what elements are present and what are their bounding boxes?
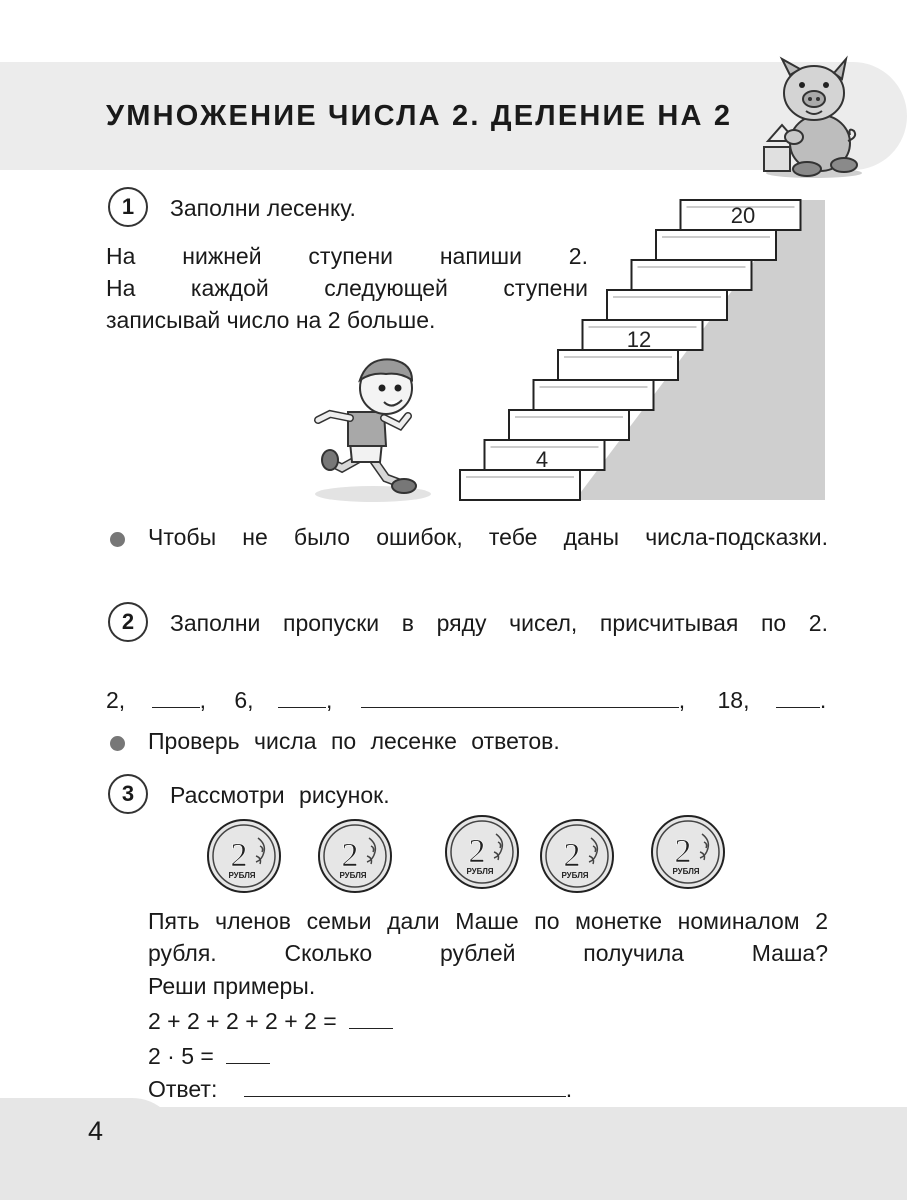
example-1-text: 2 + 2 + 2 + 2 + 2 = xyxy=(148,1008,337,1034)
sequence-item: 18, xyxy=(717,687,750,713)
example-2-blank[interactable] xyxy=(226,1041,270,1064)
task2-number-badge: 2 xyxy=(108,602,148,642)
task1-line-1: На нижней ступени напиши 2. xyxy=(106,243,588,269)
coins-row xyxy=(206,818,726,904)
sequence-item: 6, xyxy=(234,687,254,713)
task3-problem: Пять членов семьи дали Маше по монетке номиналом 2 рубля. Сколько рублей получила Маша? xyxy=(148,908,828,966)
task1-hint-line-1 xyxy=(148,521,828,553)
coin-icon xyxy=(317,818,393,894)
task1-hint: Чтобы не было ошибок, тебе даны числа-подсказки. xyxy=(148,524,828,550)
stair-step xyxy=(509,410,629,440)
task1-line-2: На каждой следующей ступени xyxy=(106,275,588,301)
stair-step xyxy=(656,230,776,260)
stair-step xyxy=(632,260,752,290)
coin-icon xyxy=(539,818,615,894)
bullet-icon xyxy=(110,532,125,547)
stair-label-4: 4 xyxy=(535,447,549,472)
bullet-icon xyxy=(110,736,125,751)
task3-problem-line-1 xyxy=(148,905,828,969)
coin-icon xyxy=(650,814,726,890)
task3-number-badge: 3 xyxy=(108,774,148,814)
answer-line xyxy=(148,1073,572,1105)
task2-text: Заполни пропуски в ряду чисел, присчитывая по 2. xyxy=(170,610,828,636)
answer-label: Ответ: xyxy=(148,1076,218,1102)
example-1 xyxy=(148,1005,393,1037)
task1-number-badge: 1 xyxy=(108,187,148,227)
svg-text:РУБЛЯ: РУБЛЯ xyxy=(228,871,256,880)
sequence-comma: , xyxy=(325,687,333,713)
task3-title: Рассмотри рисунок. xyxy=(170,782,390,808)
answer-blank[interactable] xyxy=(776,685,820,708)
svg-text:РУБЛЯ: РУБЛЯ xyxy=(339,871,367,880)
svg-text:2: 2 xyxy=(563,837,581,874)
example-2 xyxy=(148,1040,270,1072)
task1-line-3: записывай число на 2 больше. xyxy=(106,307,436,333)
answer-end: . xyxy=(565,1076,573,1102)
sequence-comma: , xyxy=(199,687,206,713)
example-1-blank[interactable] xyxy=(349,1006,393,1029)
svg-text:2: 2 xyxy=(341,837,359,874)
answer-blank[interactable] xyxy=(278,685,326,708)
footer-tab xyxy=(0,1098,180,1200)
sequence-comma: , xyxy=(678,687,686,713)
example-2-text: 2 · 5 = xyxy=(148,1043,214,1069)
running-boy-icon xyxy=(308,350,438,505)
task2-check: Проверь числа по лесенке ответов. xyxy=(148,728,560,754)
stair-step xyxy=(460,470,580,500)
answer-blank-long[interactable] xyxy=(361,685,679,708)
svg-text:2: 2 xyxy=(674,833,692,870)
stair-step xyxy=(534,380,654,410)
pig-mascot-icon xyxy=(752,55,882,180)
sequence-item: 2, xyxy=(106,687,126,713)
stair-label-12: 12 xyxy=(626,327,652,352)
svg-text:РУБЛЯ: РУБЛЯ xyxy=(466,867,494,876)
coin-icon xyxy=(206,818,282,894)
page-number: 4 xyxy=(88,1116,104,1146)
answer-blank[interactable] xyxy=(244,1074,566,1097)
stair-step xyxy=(558,350,678,380)
page-title: УМНОЖЕНИЕ ЧИСЛА 2. ДЕЛЕНИЕ НА 2 xyxy=(106,100,733,132)
svg-text:РУБЛЯ: РУБЛЯ xyxy=(672,867,700,876)
task3-solve: Реши примеры. xyxy=(148,973,316,999)
sequence-end: . xyxy=(819,687,827,713)
answer-blank[interactable] xyxy=(152,685,200,708)
stair-step xyxy=(607,290,727,320)
svg-text:2: 2 xyxy=(230,837,248,874)
coin-icon xyxy=(444,814,520,890)
staircase-diagram xyxy=(455,190,835,502)
task1-title: Заполни лесенку. xyxy=(170,195,356,221)
svg-text:РУБЛЯ: РУБЛЯ xyxy=(561,871,589,880)
task2-sequence xyxy=(106,684,828,716)
svg-text:2: 2 xyxy=(468,833,486,870)
stair-label-20: 20 xyxy=(730,203,756,228)
